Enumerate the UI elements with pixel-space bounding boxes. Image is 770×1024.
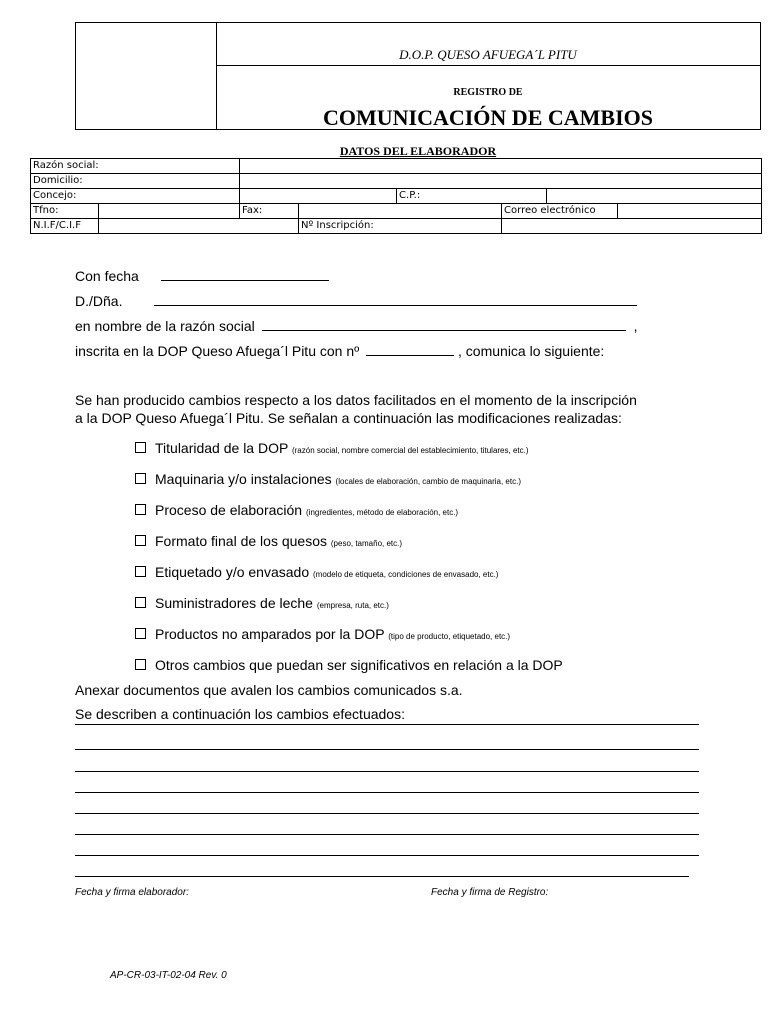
concejo-field[interactable] bbox=[240, 189, 397, 204]
check-note: (tipo de producto, etiquetado, etc.) bbox=[388, 632, 511, 641]
checkbox[interactable] bbox=[135, 442, 146, 453]
checkbox[interactable] bbox=[135, 473, 146, 484]
fax-label: Fax: bbox=[240, 204, 299, 219]
description-rule[interactable] bbox=[75, 771, 699, 772]
check-label: Etiquetado y/o envasado bbox=[155, 564, 310, 580]
description-rule[interactable] bbox=[75, 792, 699, 793]
firma-registro-label: Fecha y firma de Registro: bbox=[431, 887, 549, 898]
check-note: (razón social, nombre comercial del establecimiento, titulares, etc.) bbox=[291, 446, 529, 455]
check-note: (empresa, ruta, etc.) bbox=[316, 601, 389, 610]
numero-inscripcion-field[interactable] bbox=[366, 343, 454, 356]
anexar-line: Anexar documentos que avalen los cambios comunicados s.a. bbox=[75, 682, 463, 698]
firma-elaborador-label: Fecha y firma elaborador: bbox=[75, 887, 189, 898]
description-rule[interactable] bbox=[75, 749, 699, 750]
en-nombre-label: en nombre de la razón social bbox=[75, 318, 255, 334]
domicilio-label: Domicilio: bbox=[31, 174, 240, 189]
header-top-row bbox=[216, 23, 760, 66]
cp-field[interactable] bbox=[547, 189, 762, 204]
logo-area bbox=[76, 23, 217, 129]
dona-label: D./Dña. bbox=[75, 293, 123, 309]
paragraph-line-1: Se han producido cambios respecto a los datos facilitados en el momento de la inscripción bbox=[75, 392, 637, 408]
description-rule[interactable] bbox=[75, 855, 699, 856]
description-rule[interactable] bbox=[75, 724, 699, 725]
changes-checklist bbox=[135, 440, 563, 688]
inscrita-line bbox=[75, 343, 604, 359]
nif-label: N.I.F/C.I.F bbox=[31, 219, 99, 234]
registro-de-label: REGISTRO DE bbox=[453, 87, 523, 98]
checkbox[interactable] bbox=[135, 504, 146, 515]
correo-label: Correo electrónico bbox=[502, 204, 618, 219]
inscripcion-field[interactable] bbox=[502, 219, 762, 234]
fax-field[interactable] bbox=[299, 204, 502, 219]
razon-social-label: Razón social: bbox=[31, 159, 240, 174]
checkbox[interactable] bbox=[135, 535, 146, 546]
section-title-elaborador: DATOS DEL ELABORADOR bbox=[339, 144, 497, 158]
checkbox[interactable] bbox=[135, 628, 146, 639]
check-label: Titularidad de la DOP bbox=[155, 440, 289, 456]
check-note: (peso, tamaño, etc.) bbox=[330, 539, 403, 548]
paragraph-line-2: a la DOP Queso Afuega´l Pitu. Se señalan a continuación las modificaciones realizadas: bbox=[75, 410, 622, 426]
page-title: COMUNICACIÓN DE CAMBIOS bbox=[322, 105, 653, 130]
check-label: Formato final de los quesos bbox=[155, 533, 327, 549]
checkbox[interactable] bbox=[135, 597, 146, 608]
form-header bbox=[75, 22, 761, 130]
check-proceso[interactable] bbox=[135, 502, 563, 533]
check-label: Proceso de elaboración bbox=[155, 502, 303, 518]
razon-social-input[interactable] bbox=[262, 318, 626, 331]
con-fecha-label: Con fecha bbox=[75, 268, 139, 284]
check-productos[interactable] bbox=[135, 626, 563, 657]
tfno-field[interactable] bbox=[99, 204, 240, 219]
domicilio-field[interactable] bbox=[240, 174, 762, 189]
description-rule[interactable] bbox=[75, 876, 689, 877]
tfno-label: Tfno: bbox=[31, 204, 99, 219]
cp-label: C.P.: bbox=[397, 189, 547, 204]
razon-social-line bbox=[75, 318, 637, 334]
check-note: (locales de elaboración, cambio de maquinaria, etc.) bbox=[335, 477, 521, 486]
check-etiquetado[interactable] bbox=[135, 564, 563, 595]
con-fecha-field[interactable] bbox=[161, 268, 329, 281]
check-label: Maquinaria y/o instalaciones bbox=[155, 471, 332, 487]
dona-field[interactable] bbox=[154, 293, 637, 306]
check-label: Otros cambios que puedan ser significativos en relación a la DOP bbox=[155, 657, 563, 673]
check-note: (ingredientes, método de elaboración, etc.) bbox=[306, 508, 459, 517]
comunica-label: , comunica lo siguiente: bbox=[458, 343, 605, 359]
check-formato[interactable] bbox=[135, 533, 563, 564]
razon-social-field[interactable] bbox=[240, 159, 762, 174]
document-code: AP-CR-03-IT-02-04 Rev. 0 bbox=[110, 970, 227, 981]
correo-field[interactable] bbox=[618, 204, 762, 219]
header-title-area bbox=[216, 23, 760, 129]
check-note: (modelo de etiqueta, condiciones de envasado, etc.) bbox=[313, 570, 499, 579]
describen-line: Se describen a continuación los cambios efectuados: bbox=[75, 706, 405, 722]
check-maquinaria[interactable] bbox=[135, 471, 563, 502]
nif-field[interactable] bbox=[99, 219, 299, 234]
checkbox[interactable] bbox=[135, 566, 146, 577]
inscrita-label: inscrita en la DOP Queso Afuega´l Pitu con nº bbox=[75, 343, 360, 359]
description-rule[interactable] bbox=[75, 834, 699, 835]
checkbox[interactable] bbox=[135, 659, 146, 670]
concejo-label: Concejo: bbox=[31, 189, 240, 204]
con-fecha-line bbox=[75, 268, 329, 284]
comma: , bbox=[633, 318, 638, 334]
description-rule[interactable] bbox=[75, 813, 699, 814]
dop-title: D.O.P. QUESO AFUEGA´L PITU bbox=[399, 47, 577, 62]
elaborador-table bbox=[30, 158, 762, 234]
check-suministradores[interactable] bbox=[135, 595, 563, 626]
inscripcion-label: Nº Inscripción: bbox=[299, 219, 502, 234]
check-label: Productos no amparados por la DOP bbox=[155, 626, 385, 642]
check-label: Suministradores de leche bbox=[155, 595, 313, 611]
dona-line bbox=[75, 293, 637, 309]
check-titularidad[interactable] bbox=[135, 440, 563, 471]
